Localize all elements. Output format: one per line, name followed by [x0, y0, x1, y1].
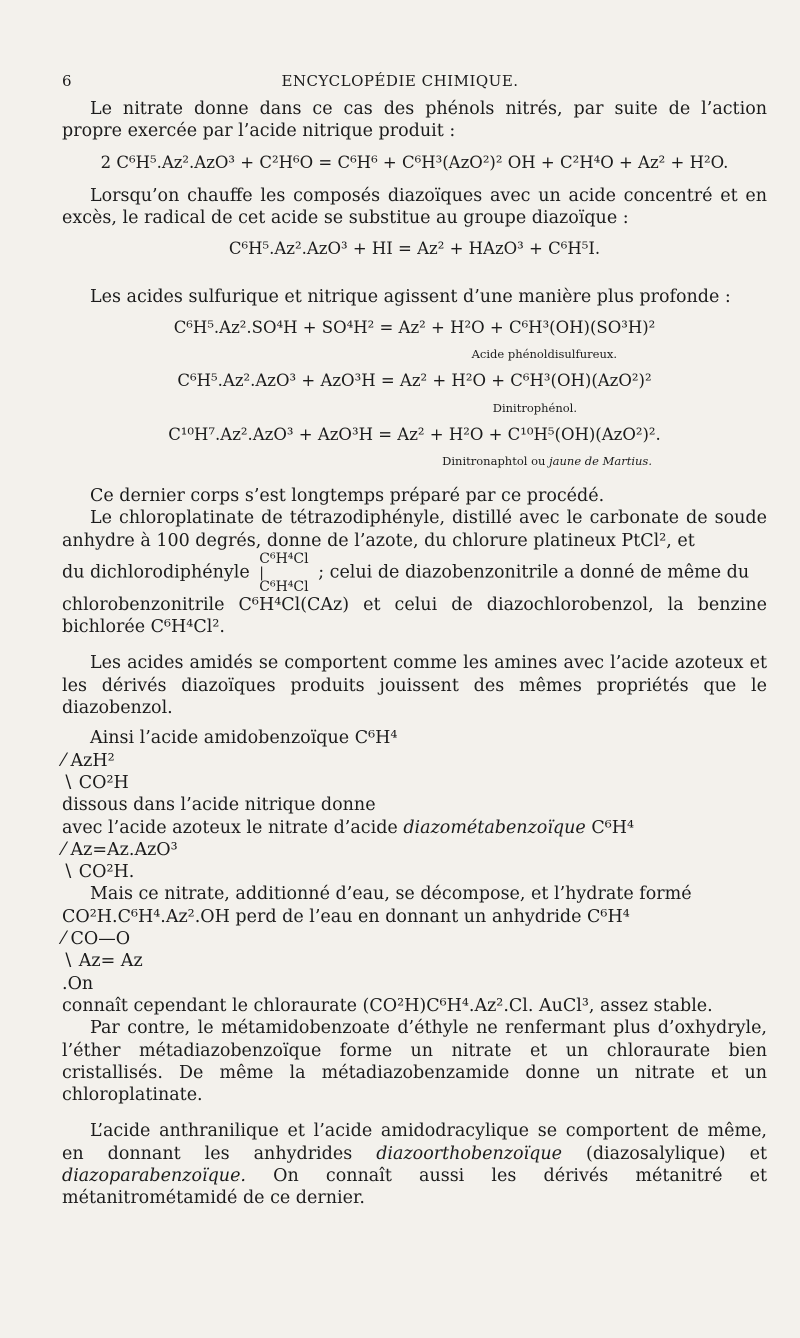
paragraph: Les acides sulfurique et nitrique agissent d’une manière plus profonde : [90, 286, 731, 307]
paragraph: Ce dernier corps s’est longtemps préparé par ce procédé. [90, 485, 605, 506]
paragraph: Les acides amidés se comportent comme les amines avec l’acide azoteux et les dérivés diazoïques produits jouissent des mêmes propriétés que le diazobenzol. [62, 653, 767, 719]
running-header [0, 72, 800, 96]
equation: C⁶H⁵.Az².AzO³ + AzO³H = Az² + H²O + C⁶H³(OH)(AzO²)² [177, 371, 652, 391]
equation-label: Dinitronaphtol ou jaune de Martius. [442, 453, 652, 468]
running-title: ENCYCLOPÉDIE CHIMIQUE. [281, 72, 519, 90]
paragraph: connaît cependant le chloraurate (CO²H)C⁶H⁴.Az².Cl. AuCl³, assez stable. [62, 995, 713, 1016]
equation: C⁶H⁵.Az².AzO³ + HI = Az² + HAzO³ + C⁶H⁵I. [228, 239, 601, 259]
paragraph: Mais ce nitrate, additionné d’eau, se décompose, et l’hydrate formé [90, 884, 692, 905]
equation-label: Acide phénoldisulfureux. [471, 347, 617, 362]
paragraph-line: CO²H.C⁶H⁴.Az².OH perd de l’eau en donnant un anhydride C⁶H⁴ [62, 906, 630, 927]
paragraph-line: avec l’acide azoteux le nitrate d’acide diazométabenzoïque C⁶H⁴ [62, 817, 635, 838]
paragraph: Le nitrate donne dans ce cas des phénols nitrés, par suite de l’action propre exercée par l’acide nitrique produit : [62, 99, 767, 142]
paragraph: Lorsqu’on chauffe les composés diazoïques avec un acide concentré et en excès, le radical de cet acide se substitue au groupe diazoïque : [62, 185, 767, 229]
main-text: Le nitrate donne dans ce cas des phénols nitrés, par suite de l’action propre exercée par l’acide nitrique produit : 2 C⁶H⁵.Az².AzO³ + C²H⁶O = C⁶H⁶ + C⁶H³(AzO²)² OH + C²H⁴O + Az² + H²O. Lorsqu’on chauffe les composés diazoïques avec un acide concentré et en excès, le radical de cet acide se substitue au groupe diazoïque : C⁶H⁵.Az².AzO³ + HI = Az² + HAzO³ + C⁶H⁵I. Les acides sulfurique et nitrique agissent d’une manière plus profonde : C⁶H⁵.Az².SO⁴H + SO⁴H² = Az² + H²O + C⁶H³(OH)(SO³H)² Acide phénoldisulfureux. C⁶H⁵.Az².AzO³ + AzO³H = Az² + H²O + C⁶H³(OH)(AzO²)² Dinitrophénol. C¹⁰H⁷.Az².AzO³ + AzO³H = Az² + H²O + C¹⁰H⁵(OH)(AzO²)². Dinitronaphtol ou jaune de Martius. Ce dernier corps s’est longtemps préparé par ce procédé. Le chloroplatinate de tétrazodiphényle, distillé avec le carbonate de soude anhydre à 100 degrés, donne de l’azote, du chlorure platineux PtCl², et du dichlorodiphényle C⁶H⁴Cl | C⁶H⁴Cl ; celui de diazobenzonitrile a donné de même du chlorobenzonitrile C⁶H⁴Cl(CAz) et celui de diazochlorobenzol, la benzine bichlorée C⁶H⁴Cl². Les acides amidés se comportent comme les amines avec l’acide azoteux et les dérivés diazoïques produits jouissent des mêmes propriétés que le diazobenzol. Ainsi l’acide amidobenzoïque C⁶H⁴ ⁄ AzH² ∖ CO²H dissous dans l’acide nitrique donne avec l’acide azoteux le nitrate d’acide diazométabenzoïque C⁶H⁴ ⁄ Az=Az.AzO³ ∖ CO²H. Mais ce nitrate, additionné d’eau, se décompose, et l’hydrate formé CO²H.C⁶H⁴.Az².OH perd de l’eau en donnant un anhydride C⁶H⁴ ⁄ CO—O ∖ Az= Az .On connaît cependant le chloraurate (CO²H)C⁶H⁴.Az².Cl. AuCl³, assez stable. Par contre, le métamidobenzoate d’éthyle ne renfermant plus d’oxhydryle, l’éther métadiazobenzoïque forme un nitrate et un chloraurate bien cristallisés. De même la métadiazobenzamide donne un nitrate et un chloroplatinate. L’acide anthranilique et l’acide amidodracylique se comportent de même, en donnant les anhydrides diazoorthobenzoïque (diazosalylique) et diazoparabenzoïque. On connaît aussi les dérivés métanitré et métanitrométamidé de ce dernier. [62, 99, 767, 1209]
paragraph: Le chloroplatinate de tétrazodiphényle, distillé avec le carbonate de soude anhydre à 100 degrés, donne de l’azote, du chlorure platineux PtCl², et [62, 508, 767, 551]
equation: C⁶H⁵.Az².SO⁴H + SO⁴H² = Az² + H²O + C⁶H³(OH)(SO³H)² [173, 318, 656, 338]
paragraph: Par contre, le métamidobenzoate d’éthyle ne renfermant plus d’oxhydryle, l’éther métadiazobenzoïque forme un nitrate et un chloraurate bien cristallisés. De même la métadiazobenzamide donne un nitrate et un chloroplatinate. [62, 1018, 767, 1106]
page-number: 6 [62, 72, 73, 90]
structure-formula: C⁶H⁴Cl | C⁶H⁴Cl [259, 550, 309, 595]
paragraph: L’acide anthranilique et l’acide amidodracylique se comportent de même, en donnant les anhydrides diazoorthobenzoïque (diazosalylique) et diazoparabenzoïque. On connaît aussi les dérivés métanitré et métanitrométamidé de ce dernier. [62, 1121, 767, 1209]
paragraph: chlorobenzonitrile C⁶H⁴Cl(CAz) et celui de diazochlorobenzol, la benzine bichlorée C⁶H⁴Cl². [62, 594, 767, 638]
equation: C¹⁰H⁷.Az².AzO³ + AzO³H = Az² + H²O + C¹⁰H⁵(OH)(AzO²)². [168, 424, 661, 444]
equation: 2 C⁶H⁵.Az².AzO³ + C²H⁶O = C⁶H⁶ + C⁶H³(AzO²)² OH + C²H⁴O + Az² + H²O. [100, 152, 729, 172]
equation-label: Dinitrophénol. [492, 400, 577, 415]
paragraph-line: Ainsi l’acide amidobenzoïque C⁶H⁴ [90, 728, 398, 749]
paragraph-line: du dichlorodiphényle C⁶H⁴Cl | C⁶H⁴Cl ; celui de diazobenzonitrile a donné de même du [62, 550, 750, 595]
